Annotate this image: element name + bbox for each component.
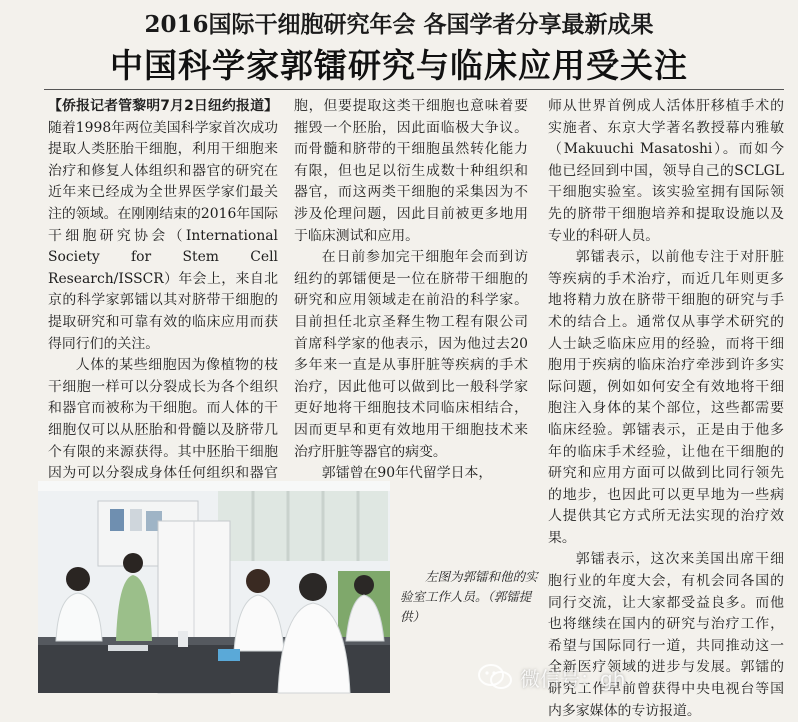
article-column-3 bbox=[548, 96, 784, 719]
paragraph: 郭镭表示，以前他专注于对肝脏等疾病的手术治疗，而近几年则更多地将精力放在脐带干细胞的研究与手术的结合上。通常仅从事学术研究的人士缺乏临床应用的经验，而将干细胞用于疾病的临床治疗牵涉到许多实际问题，例如如何安全有效地将干细胞注入身体的某个部位，这些都需要临床经验。郭镭表示，正是由于他多年的临床手术经验，让他在干细胞的研究和应用方面可以做到比同行领先的地步，也因此可以更早地为一些病人提供其它方式所无法实现的治疗效果。 bbox=[548, 249, 784, 546]
caption-text: 左图为郭镭和他的实验室工作人员。（郭镭提供） bbox=[400, 569, 538, 624]
photo-caption bbox=[400, 567, 540, 627]
article-column-2 bbox=[294, 96, 528, 482]
watermark-label: 微信号：gh bbox=[520, 666, 626, 691]
wechat-icon bbox=[478, 663, 512, 691]
paragraph: 胞，但要提取这类干细胞也意味着要摧毁一个胚胎，因此面临极大争议。而骨髓和脐带的干细胞虽然转化能力有限，但也足以衍生成数十种组织和器官，而这两类干细胞的采集因为不涉及伦理问题，因此目前被更多地用于临床测试和应用。 bbox=[294, 98, 528, 244]
paragraph: 郭镭曾在90年代留学日本， bbox=[321, 465, 493, 482]
main-headline: 中国科学家郭镭研究与临床应用受关注 bbox=[110, 46, 688, 85]
article-column-1 bbox=[48, 96, 278, 482]
lab-scene-illustration bbox=[38, 481, 390, 693]
paragraph: 师从世界首例成人活体肝移植手术的实施者、东京大学著名教授幕内雅敏（Makuuchi Masatoshi）。而如今他已经回到中国，领导自己的SCLGL干细胞实验室。该实验室拥有国际领先的脐带干细胞培养和提取设施以及专业的科研人员。 bbox=[548, 98, 784, 244]
paragraph-text: 随着1998年两位美国科学家首次成功提取人类胚胎干细胞，利用干细胞来治疗和修复人体组织和器官的研究在近年来已经成为全世界医学家们最关注的领域。在刚刚结束的2016年国际干细胞研究协会（International Society for Stem Cell Research/ISSCR）年会上，来自北京的科学家郭镭以其对脐带干细胞的提取研究和可靠有效的临床应用而获得同行们的关注。 bbox=[48, 119, 278, 352]
dateline: 【侨报记者管黎明7月2日纽约报道】 bbox=[48, 98, 278, 114]
paragraph bbox=[48, 96, 278, 355]
paragraph: 人体的某些细胞因为像植物的枝干细胞一样可以分裂成长为各个组织和器官而被称为干细胞。而人体的干细胞仅可以从胚胎和骨髓以及脐带几个有限的来源获得。其中胚胎干细胞因为可以分裂成身体任何组织和器官 bbox=[48, 357, 278, 482]
kicker-headline: 2016国际干细胞研究年会 各国学者分享最新成果 bbox=[144, 11, 654, 38]
lab-photo bbox=[38, 481, 390, 693]
wechat-watermark bbox=[478, 652, 788, 702]
paragraph: 郭镭表示，这次来美国出席干细胞行业的年度大会，有机会同各国的同行交流，让大家都受益良多。而他也将继续在国内的研究与治疗工作，希望与国际同行一道，共同推动这一全新医疗领域的进步与发展。郭镭的研究工作早前曾获得中央电视台等国内多家媒体的专访报道。 bbox=[548, 551, 784, 719]
headline-rule bbox=[44, 89, 784, 90]
paragraph: 在日前参加完干细胞年会而到访纽约的郭镭便是一位在脐带干细胞的研究和应用领域走在前沿的科学家。目前担任北京圣释生物工程有限公司首席科学家的他表示，因为他过去20多年来一直是从事肝脏等疾病的手术治疗，因此他可以做到比一般科学家更好地将干细胞技术同临床相结合，因而更早和更有效地用干细胞技术来治疗肝脏等器官的病变。 bbox=[294, 249, 528, 460]
